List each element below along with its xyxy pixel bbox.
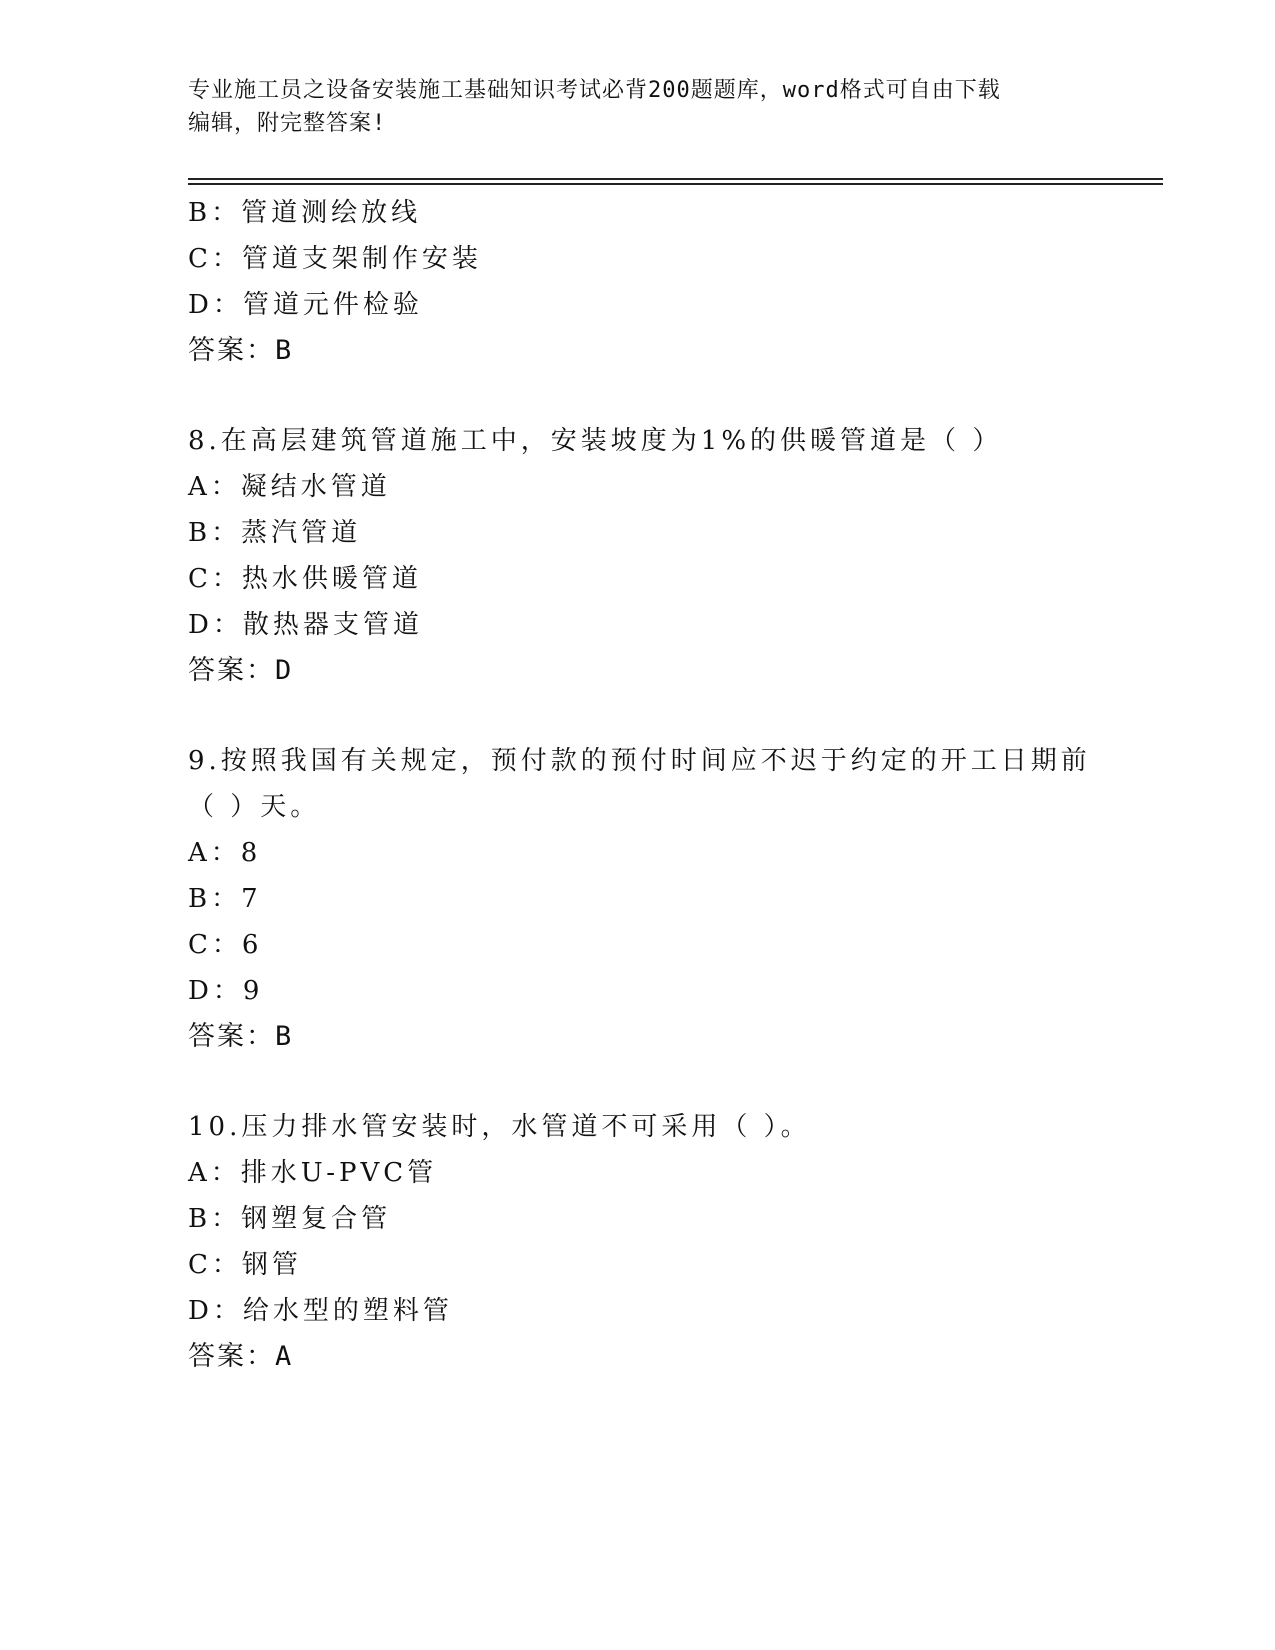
option-text: 热水供暖管道 <box>241 564 422 594</box>
option-b <box>188 876 1148 922</box>
option-label: A： <box>188 838 241 868</box>
option-text: 管道支架制作安装 <box>241 244 482 274</box>
option-text: 散热器支管道 <box>242 610 423 640</box>
option-c <box>188 236 1148 282</box>
option-label: C： <box>188 244 242 274</box>
option-a <box>188 464 1148 510</box>
option-label: C： <box>188 564 242 594</box>
question-content <box>188 190 1148 1380</box>
option-label: A： <box>188 1158 241 1188</box>
option-d <box>188 602 1148 648</box>
option-text: 钢塑复合管 <box>241 1204 392 1234</box>
answer-value: D <box>275 655 294 686</box>
option-label: B： <box>188 518 242 548</box>
option-c <box>188 1242 1148 1288</box>
option-d <box>188 282 1148 328</box>
question-stem-continued: （ ）天。 <box>188 792 321 822</box>
option-d <box>188 1288 1148 1334</box>
answer-prefix: 答案： <box>188 655 275 686</box>
option-text: 给水型的塑料管 <box>242 1296 453 1326</box>
option-text: 管道元件检验 <box>242 290 423 320</box>
answer-value: B <box>275 335 294 366</box>
option-label: B： <box>188 198 242 228</box>
option-label: D： <box>188 976 243 1006</box>
option-text: 排水U-PVC管 <box>240 1158 438 1188</box>
option-text: 9 <box>242 976 264 1006</box>
header-divider-top <box>188 178 1163 180</box>
option-label: A： <box>188 472 241 502</box>
question-10 <box>188 1104 1148 1380</box>
answer-line <box>188 1014 1148 1060</box>
option-text: 6 <box>241 930 263 960</box>
option-a <box>188 830 1148 876</box>
option-b <box>188 1196 1148 1242</box>
option-text: 7 <box>241 884 262 914</box>
answer-line <box>188 648 1148 694</box>
option-label: B： <box>188 884 242 914</box>
option-d <box>188 968 1148 1014</box>
answer-line <box>188 1334 1148 1380</box>
answer-value: B <box>275 1021 294 1052</box>
question-7-continued <box>188 190 1148 374</box>
option-text: 管道测绘放线 <box>241 198 422 228</box>
option-label: D： <box>188 610 243 640</box>
option-c <box>188 922 1148 968</box>
option-a <box>188 1150 1148 1196</box>
option-label: B： <box>188 1204 242 1234</box>
option-c <box>188 556 1148 602</box>
option-label: D： <box>188 290 243 320</box>
question-9 <box>188 738 1148 1060</box>
option-text: 蒸汽管道 <box>241 518 362 548</box>
answer-line <box>188 328 1148 374</box>
option-text: 凝结水管道 <box>240 472 391 502</box>
answer-prefix: 答案： <box>188 1021 275 1052</box>
header-title-line-2: 编辑，附完整答案! <box>188 111 387 136</box>
header-divider-bottom <box>188 183 1163 185</box>
question-stem: 9.按照我国有关规定，预付款的预付时间应不迟于约定的开工日期前 <box>188 746 1091 776</box>
option-label: C： <box>188 1250 242 1280</box>
answer-value: A <box>275 1341 294 1372</box>
option-text: 8 <box>240 838 262 868</box>
option-label: C： <box>188 930 242 960</box>
option-b <box>188 510 1148 556</box>
option-b <box>188 190 1148 236</box>
option-text: 钢管 <box>241 1250 302 1280</box>
question-stem: 8.在高层建筑管道施工中，安装坡度为1%的供暖管道是（ ） <box>188 426 1003 456</box>
document-header <box>188 74 1088 140</box>
question-8 <box>188 418 1148 694</box>
answer-prefix: 答案： <box>188 1341 275 1372</box>
answer-prefix: 答案： <box>188 335 275 366</box>
option-label: D： <box>188 1296 243 1326</box>
question-stem: 10.压力排水管安装时，水管道不可采用（ ）。 <box>188 1112 811 1142</box>
header-title-line-1: 专业施工员之设备安装施工基础知识考试必背200题题库，word格式可自由下载 <box>188 78 1001 103</box>
